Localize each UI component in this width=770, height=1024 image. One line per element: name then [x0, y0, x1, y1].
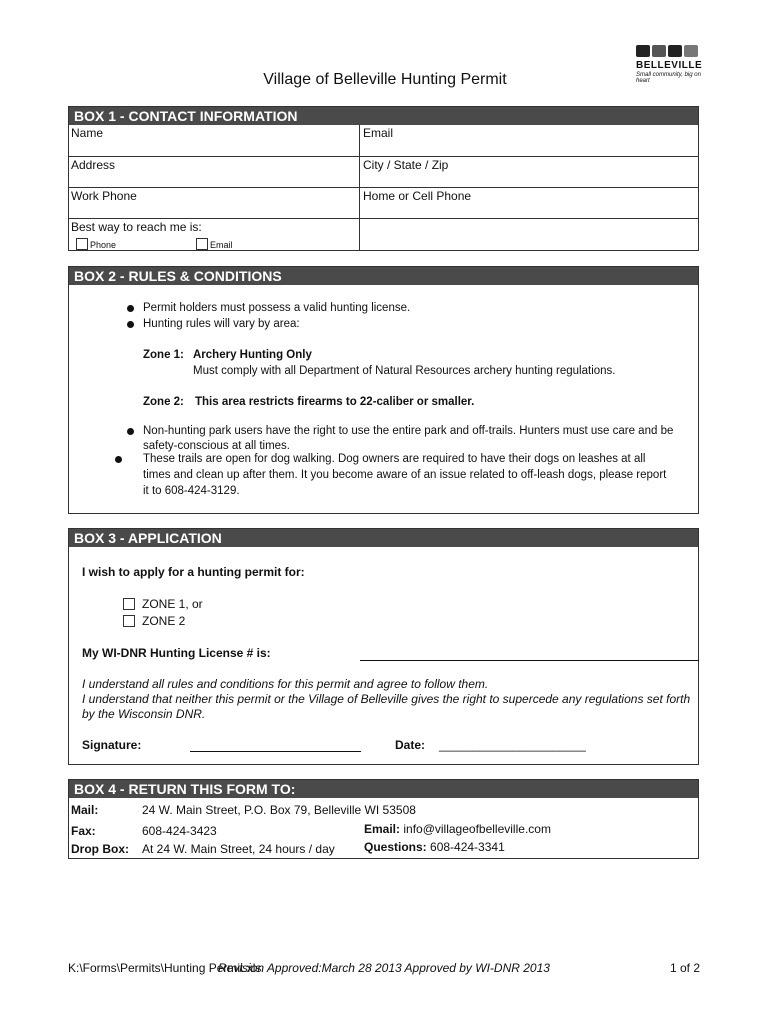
box4-return-form [68, 779, 699, 859]
zone2-text: This area restricts firearms to 22-caliber or smaller. [195, 396, 475, 408]
address-label: Address [71, 158, 116, 172]
bullet-icon [127, 321, 134, 328]
zone2-option: ZONE 2 [142, 614, 186, 628]
row-address-city [69, 156, 698, 188]
footer-path: K:\Forms\Permits\Hunting Permit.xls [68, 961, 262, 975]
rule-dogs-1: These trails are open for dog walking. Dog owners are required to have their dogs on leashes at all [143, 453, 646, 465]
dropbox-value: At 24 W. Main Street, 24 hours / day [142, 842, 335, 856]
agree-line-3: by the Wisconsin DNR. [82, 707, 206, 721]
box2-rules-conditions [68, 266, 699, 514]
home-phone-field[interactable] [361, 188, 473, 204]
box3-application [68, 528, 699, 765]
box4-heading: BOX 4 - RETURN THIS FORM TO: [69, 780, 698, 798]
email-label: Email [363, 126, 394, 140]
footer-page-number: 1 of 2 [670, 961, 701, 975]
zone1-checkbox[interactable] [123, 598, 135, 610]
zone1-title: Archery Hunting Only [193, 349, 312, 361]
phone-option-label: Phone [90, 240, 117, 250]
email-checkbox[interactable] [196, 238, 208, 250]
city-label: City / State / Zip [363, 158, 449, 172]
email-contact-label: Email: [364, 822, 401, 836]
logo-tagline: Small community, big on heart [636, 72, 701, 84]
logo-mark-icon [636, 45, 702, 57]
work-phone-label: Work Phone [71, 189, 137, 203]
license-label: My WI-DNR Hunting License # is: [82, 646, 271, 660]
agree-line-1: I understand all rules and conditions for this permit and agree to follow them. [82, 677, 489, 691]
mail-value: 24 W. Main Street, P.O. Box 79, Belleville WI 53508 [142, 803, 416, 817]
rule-park-users-2: safety-conscious at all times. [143, 440, 291, 452]
signature-label: Signature: [82, 738, 142, 752]
fax-label: Fax: [71, 824, 96, 838]
city-state-zip-field[interactable] [361, 157, 450, 173]
rule-area: Hunting rules will vary by area: [143, 318, 300, 330]
date-label: Date: [395, 738, 426, 752]
date-field[interactable]: ______________________ [439, 738, 586, 752]
bullet-icon [127, 428, 134, 435]
zone2-checkbox[interactable] [123, 615, 135, 627]
phone-checkbox[interactable] [76, 238, 88, 250]
apply-label: I wish to apply for a hunting permit for: [82, 565, 305, 579]
license-number-field[interactable] [360, 646, 699, 661]
fax-value: 608-424-3423 [142, 824, 217, 838]
box2-heading: BOX 2 - RULES & CONDITIONS [69, 267, 698, 285]
rule-license: Permit holders must possess a valid hunting license. [143, 302, 411, 314]
zone2-label: Zone 2: [143, 396, 184, 408]
zone1-option: ZONE 1, or [142, 597, 203, 611]
agree-line-2: I understand that neither this permit or the Village of Belleville gives the right to supercede any regulations set forth [82, 692, 691, 706]
zone1-label: Zone 1: [143, 349, 184, 361]
email-option[interactable] [196, 235, 233, 253]
box1-heading: BOX 1 - CONTACT INFORMATION [69, 107, 698, 125]
rule-park-users-1: Non-hunting park users have the right to use the entire park and off-trails. Hunters must use care and be [143, 425, 674, 437]
work-phone-field[interactable] [69, 188, 360, 219]
home-phone-label: Home or Cell Phone [363, 189, 472, 203]
zone1-text: Must comply with all Department of Natural Resources archery hunting regulations. [193, 365, 616, 377]
box1-contact-information [68, 106, 699, 251]
row-phones [69, 187, 698, 219]
signature-field[interactable] [190, 737, 361, 752]
phone-option[interactable] [76, 235, 116, 253]
page-title: Village of Belleville Hunting Permit [263, 71, 507, 88]
logo-name: BELLEVILLE [636, 60, 703, 71]
questions-label: Questions: [364, 840, 427, 854]
email-field[interactable] [361, 125, 395, 141]
email-option-label: Email [210, 240, 233, 250]
dropbox-label: Drop Box: [71, 842, 129, 856]
mail-label: Mail: [71, 803, 99, 817]
row-name-email [69, 125, 698, 156]
rule-dogs-3: it to 608-424-3129. [143, 485, 240, 497]
name-label: Name [71, 126, 104, 140]
row-best-way [69, 218, 698, 251]
bullet-icon [127, 305, 134, 312]
best-way-cell [69, 219, 360, 251]
rule-dogs-2: times and clean up after them. It you become aware of an issue related to off-leash dogs, please report [143, 469, 667, 481]
address-field[interactable] [69, 157, 360, 188]
box3-heading: BOX 3 - APPLICATION [69, 529, 698, 547]
best-way-label: Best way to reach me is: [71, 220, 202, 234]
questions-value: 608-424-3341 [430, 840, 505, 854]
email-contact-value[interactable]: info@villageofbelleville.com [403, 822, 551, 836]
name-field[interactable] [69, 125, 360, 156]
bullet-icon [115, 456, 122, 463]
footer-revision: Revision Approved:March 28 2013 Approved by WI-DNR 2013 [218, 961, 550, 975]
